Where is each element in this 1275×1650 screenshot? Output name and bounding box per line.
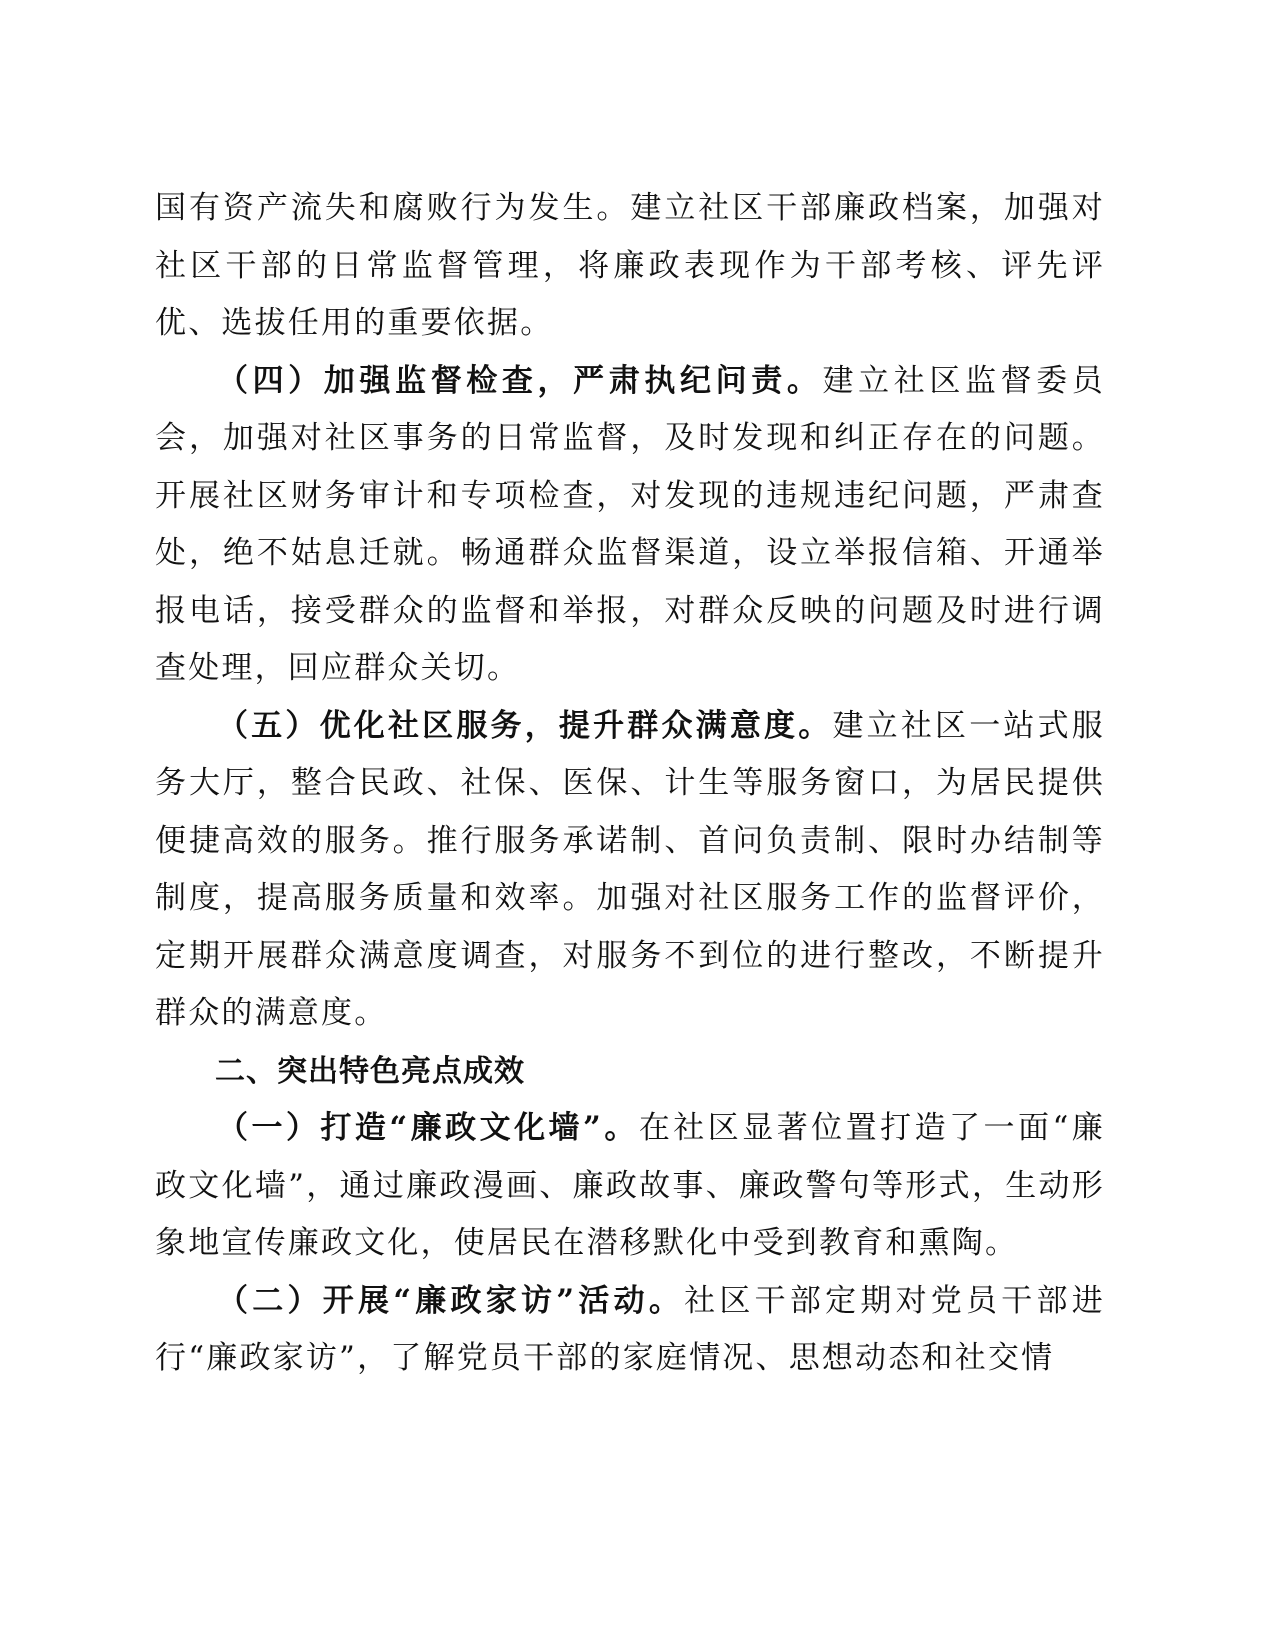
paragraph-text: 国有资产流失和腐败行为发生。建立社区干部廉政档案，加强对社区干部的日常监督管理，将廉政表现作为干部考核、评先评优、选拔任用的重要依据。 <box>155 190 1105 341</box>
paragraph-item-1 <box>155 1100 1105 1273</box>
paragraph-item-2 <box>155 1273 1105 1388</box>
paragraph-text: 社区干部定期对党员干部进行“廉政家访”，了解党员干部的家庭情况、思想动态和社交情 <box>155 1282 1105 1376</box>
paragraph-text: 建立社区监督委员会，加强对社区事务的日常监督，及时发现和纠正存在的问题。开展社区财务审计和专项检查，对发现的违规违纪问题，严肃查处，绝不姑息迁就。畅通群众监督渠道，设立举报信箱、开通举报电话，接受群众的监督和举报，对群众反映的问题及时进行调查处理，回应群众关切。 <box>155 362 1105 686</box>
paragraph-item-5 <box>155 698 1105 1043</box>
paragraph-lead: （一）打造“廉政文化墙”。 <box>217 1110 639 1146</box>
paragraph-lead: （四）加强监督检查，严肃执纪问责。 <box>217 362 823 399</box>
paragraph-text: 在社区显著位置打造了一面“廉政文化墙”，通过廉政漫画、廉政故事、廉政警句等形式，生动形象地宣传廉政文化，使居民在潜移默化中受到教育和熏陶。 <box>155 1110 1105 1261</box>
paragraph-item-4 <box>155 353 1105 698</box>
document-body <box>155 180 1105 1388</box>
paragraph-lead: （二）开展“廉政家访”活动。 <box>217 1282 685 1319</box>
paragraph-lead: （五）优化社区服务，提升群众满意度。 <box>217 707 833 744</box>
paragraph-continuation <box>155 180 1105 353</box>
section-heading: 二、突出特色亮点成效 <box>215 1053 525 1089</box>
paragraph-text: 建立社区一站式服务大厅，整合民政、社保、医保、计生等服务窗口，为居民提供便捷高效的服务。推行服务承诺制、首问负责制、限时办结制等制度，提高服务质量和效率。加强对社区服务工作的监督评价，定期开展群众满意度调查，对服务不到位的进行整改，不断提升群众的满意度。 <box>155 707 1105 1031</box>
